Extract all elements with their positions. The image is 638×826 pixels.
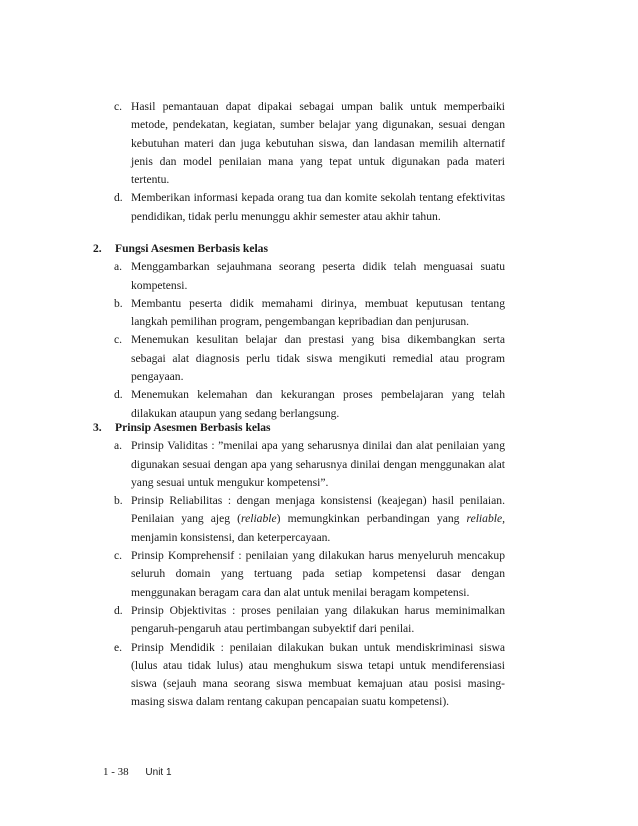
page-number: 1 - 38 [103,766,129,778]
list-item [93,386,505,423]
item-marker: a. [114,260,123,274]
item-text: Menemukan kesulitan belajar dan prestasi yang bisa dikembangkan serta sebagai alat diagnosis perlu tidak siswa mengikuti remedial atau program pengayaan. [131,333,505,384]
item-marker: c. [114,549,123,563]
section-heading [93,419,505,437]
item-text: Memberikan informasi kepada orang tua dan komite sekolah tentang efektivitas pendidikan, tidak perlu menunggu akhir semester atau akhir tahun. [131,191,505,223]
italic-term: reliable, [466,512,506,526]
item-marker: d. [114,191,123,205]
list-item [93,639,505,712]
list-item [93,331,505,386]
text-segment: menjamin konsistensi, dan keterpercayaan. [131,530,331,544]
text-segment: Prinsip Reliabilitas : dengan menjaga konsistensi (keajegan) hasil penilaian. Penilaian yang ajeg ( [131,494,505,526]
item-text: Hasil pemantauan dapat dipakai sebagai umpan balik untuk memperbaiki metode, pendekatan, kegiatan, sumber belajar yang digunakan, sesuai dengan kebutuhan materi dan juga kebutuhan siswa, dan landasan memilih alternatif jenis dan model penilaian mana yang tepat untuk digunakan pada materi tertentu. [131,100,505,187]
item-marker: e. [114,640,123,654]
item-marker: c. [114,100,123,113]
item-marker: a. [114,439,123,453]
list-item [93,437,505,492]
section-prinsip [93,419,505,712]
list-item [93,602,505,639]
item-text: Prinsip Validitas : ”menilai apa yang seharusnya dinilai dan alat penilaian yang digunakan sesuai dengan apa yang seharusnya dinilai dengan menggunakan alat yang sesuai untuk mengukur kompetensi”. [131,439,505,489]
text-segment: ) memungkinkan perbandingan yang [276,512,467,526]
list-item [93,547,505,602]
item-marker: d. [114,388,123,402]
section-fungsi [93,240,505,423]
section-heading [93,240,505,258]
item-marker: b. [114,494,123,508]
item-text: Menggambarkan sejauhmana seorang peserta didik telah menguasai suatu kompetensi. [131,260,505,292]
list-item [93,295,505,332]
item-marker: b. [114,296,123,310]
page-footer [103,763,172,782]
list-item [93,189,505,226]
unit-label: Unit 1 [145,767,172,778]
section-title: Prinsip Asesmen Berbasis kelas [115,421,271,434]
item-text: Menemukan kelemahan dan kekurangan proses pembelajaran yang telah dilakukan ataupun yang sedang berlangsung. [131,388,505,420]
list-item [93,258,505,295]
italic-term: reliable [241,512,277,526]
section-number: 2. [93,242,102,255]
list-item [93,98,505,189]
list-item [93,492,505,547]
continued-list [93,98,505,226]
item-marker: c. [114,333,123,347]
section-number: 3. [93,421,102,434]
section-title: Fungsi Asesmen Berbasis kelas [115,242,268,255]
item-text [131,492,505,547]
item-text: Prinsip Objektivitas : proses penilaian yang dilakukan harus meminimalkan pengaruh-pengaruh atau pertimbangan subyektif dari penilai. [131,603,505,636]
item-text: Prinsip Komprehensif : penilaian yang dilakukan harus menyeluruh mencakup seluruh domain yang tertuang pada setiap kompetensi dasar dengan menggunakan beragam cara dan alat untuk menilai beragam kompetensi. [131,549,505,599]
item-marker: d. [114,603,123,617]
item-text: Prinsip Mendidik : penilaian dilakukan bukan untuk mendiskriminasi siswa (lulus atau tidak lulus) atau menghukum siswa tetapi untuk mendiferensiasi siswa (sejauh mana seorang siswa membuat kemajuan atau posisi masing-masing siswa dalam rentang cakupan pencapaian suatu kompetensi). [131,640,505,709]
item-text: Membantu peserta didik memahami dirinya, membuat keputusan tentang langkah pemilihan program, pengembangan kepribadian dan penjurusan. [131,296,505,329]
